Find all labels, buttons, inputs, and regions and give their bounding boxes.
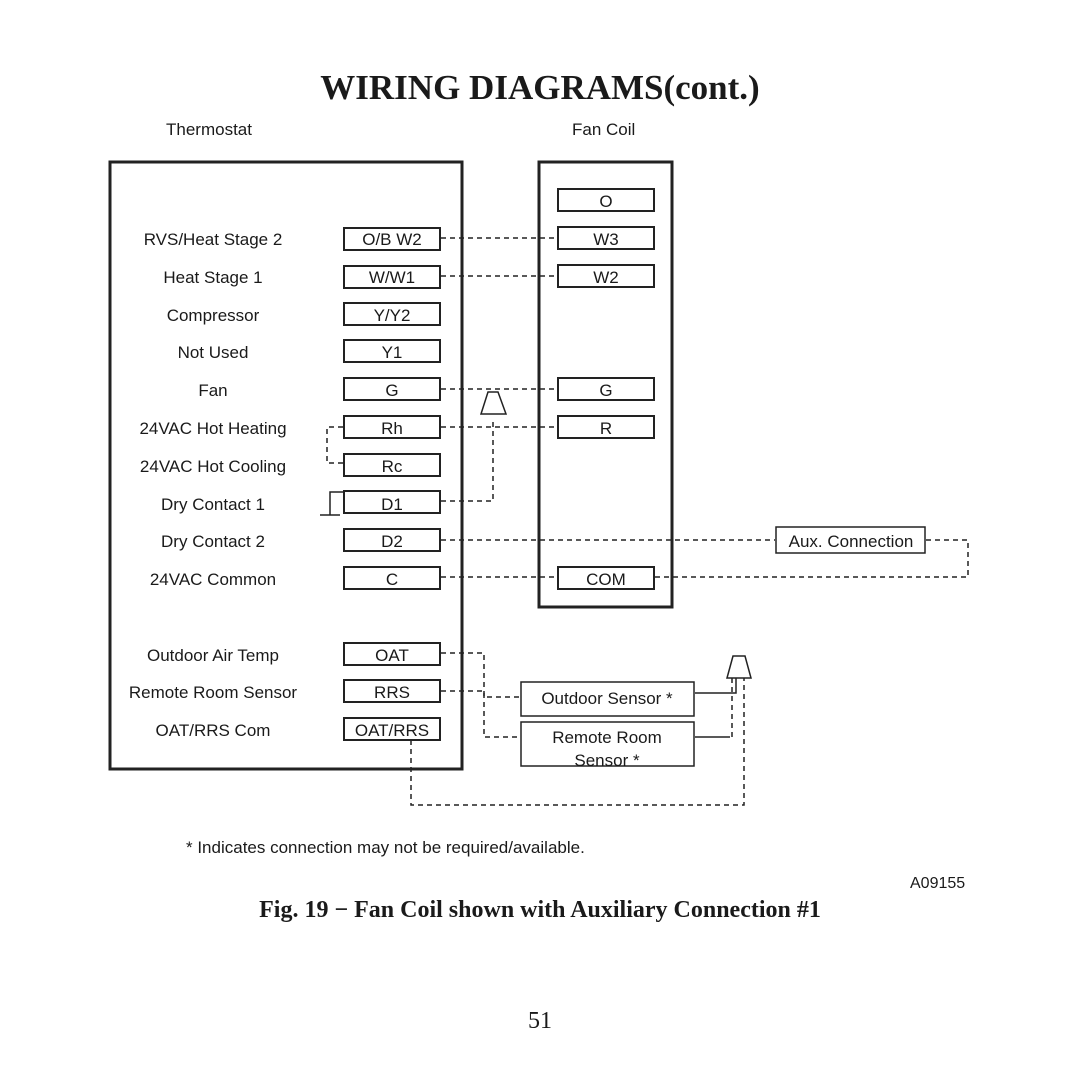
label-rvs-heat-stage-2: RVS/Heat Stage 2	[143, 230, 283, 249]
label-24vac-common: 24VAC Common	[149, 570, 277, 589]
terminal-label-oat-rrs: OAT/RRS	[354, 721, 430, 740]
footnote: * Indicates connection may not be required/available.	[186, 838, 585, 857]
aux-connection-label: Aux. Connection	[788, 532, 914, 551]
figure-code: A09155	[910, 875, 966, 892]
label-outdoor-air-temp: Outdoor Air Temp	[147, 646, 279, 665]
terminal-label-y1: Y1	[381, 343, 403, 362]
label-dry-contact-2: Dry Contact 2	[161, 532, 265, 551]
remote-room-sensor-line-1: Remote Room	[552, 728, 662, 747]
outdoor-sensor-label: Outdoor Sensor *	[541, 689, 673, 708]
outdoor-sensor-lead	[695, 678, 736, 693]
thermostat-header: Thermostat	[166, 120, 252, 139]
terminal-label-g: G	[385, 381, 399, 400]
fan-coil-label-g: G	[599, 381, 613, 400]
terminal-label-w-w1: W/W1	[368, 268, 416, 287]
fan-coil-label-r: R	[599, 419, 613, 438]
terminal-label-d2: D2	[381, 532, 403, 551]
label-heat-stage-1: Heat Stage 1	[163, 268, 263, 287]
wire-d1-to-relay	[441, 419, 493, 501]
terminal-label-rc: Rc	[381, 457, 403, 476]
page-number: 51	[528, 1008, 552, 1034]
label-dry-contact-1: Dry Contact 1	[161, 495, 265, 514]
label-fan: Fan	[198, 381, 228, 400]
fan-coil-label-w2: W2	[593, 268, 619, 287]
label-compressor: Compressor	[166, 306, 260, 325]
terminal-label-rrs: RRS	[374, 683, 410, 702]
fan-coil-label-w3: W3	[593, 230, 619, 249]
fan-coil-label-o: O	[599, 192, 613, 211]
fan-coil-header: Fan Coil	[572, 120, 636, 139]
wire-rh-rc-jumper	[327, 427, 343, 463]
label-24vac-hot-cooling: 24VAC Hot Cooling	[139, 457, 287, 476]
terminal-label-rh: Rh	[381, 419, 403, 438]
fan-relay-connector-icon	[481, 392, 506, 414]
label-24vac-hot-heating: 24VAC Hot Heating	[139, 419, 287, 438]
label-oat-rrs-com: OAT/RRS Com	[155, 721, 271, 740]
label-remote-room-sensor: Remote Room Sensor	[128, 683, 298, 702]
terminal-label-d1: D1	[381, 495, 403, 514]
terminal-label-y-y2: Y/Y2	[373, 306, 411, 325]
fan-coil-label-com: COM	[586, 570, 626, 589]
figure-caption: Fig. 19 − Fan Coil shown with Auxiliary Connection #1	[259, 897, 821, 923]
label-not-used: Not Used	[177, 343, 249, 362]
wire-rrs-to-sensors	[441, 691, 520, 737]
dry-contact-symbol	[320, 492, 343, 515]
terminal-label-oat: OAT	[375, 646, 409, 665]
terminal-label-ob-w2: O/B W2	[362, 230, 422, 249]
page-title: WIRING DIAGRAMS(cont.)	[320, 68, 760, 107]
sensor-connector-icon	[727, 656, 751, 678]
terminal-label-c: C	[385, 570, 399, 589]
remote-room-sensor-line-2: Sensor *	[574, 751, 640, 770]
